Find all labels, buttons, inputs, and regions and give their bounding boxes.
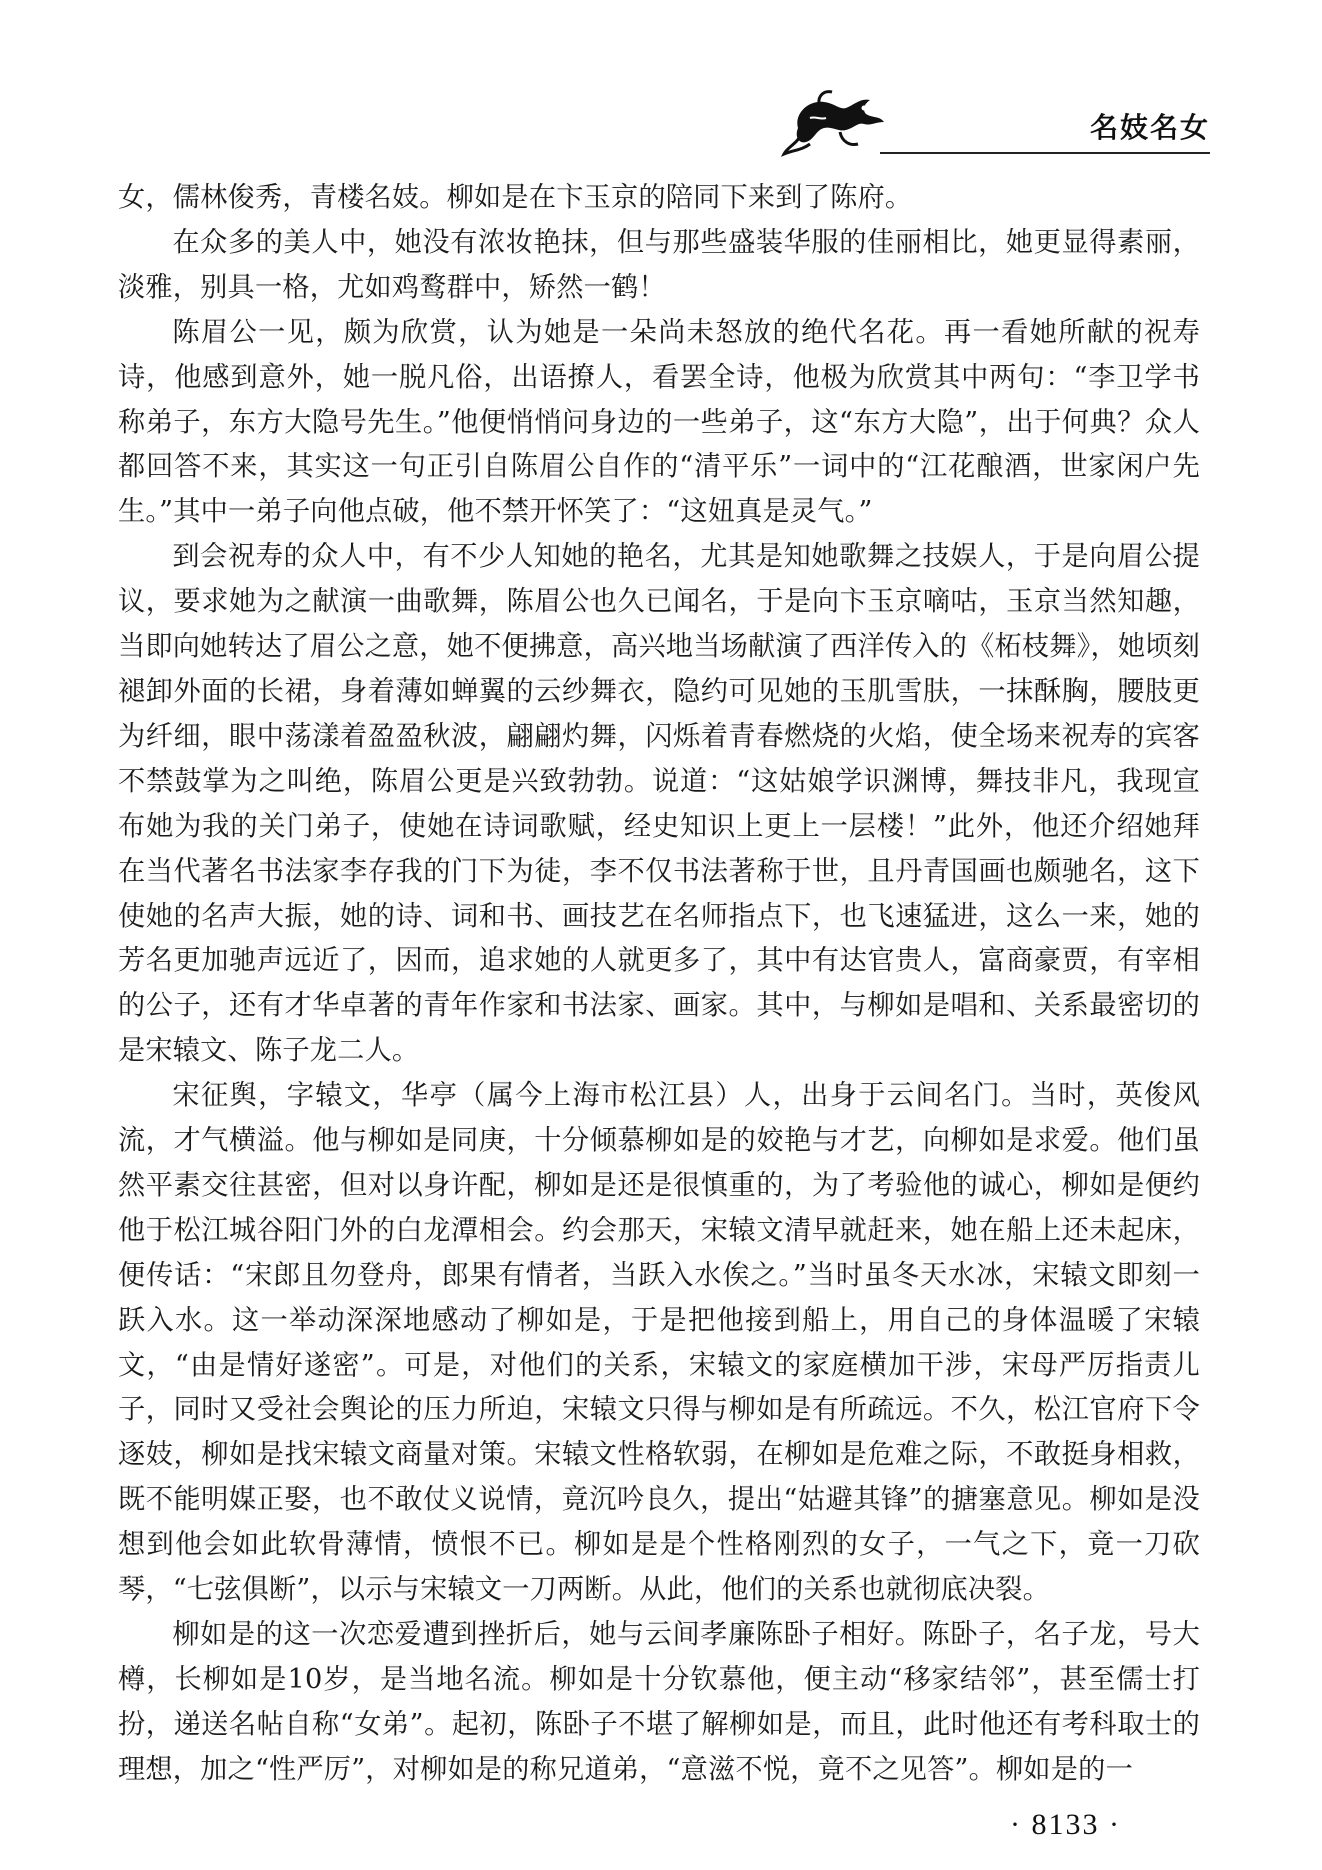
paragraph: 在众多的美人中，她没有浓妆艳抹，但与那些盛装华服的佳丽相比，她更显得素丽，淡雅，别具一格，尤如鸡鹜群中，矫然一鹤！ xyxy=(118,226,1200,303)
paragraph: 到会祝寿的众人中，有不少人知她的艳名，尤其是知她歌舞之技娱人，于是向眉公提议，要求她为之献演一曲歌舞，陈眉公也久已闻名，于是向卞玉京嘀咕，玉京当然知趣，当即向她转达了眉公之意，她不便拂意，高兴地当场献演了西洋传入的《柘枝舞》，她顷刻褪卸外面的长裙，身着薄如蝉翼的云纱舞衣，隐约可见她的玉肌雪肤，一抹酥胸，腰肢更为纤细，眼中荡漾着盈盈秋波，翩翩灼舞，闪烁着青春燃烧的火焰，使全场来祝寿的宾客不禁鼓掌为之叫绝，陈眉公更是兴致勃勃。说道：“这姑娘学识渊博，舞技非凡，我现宣布她为我的关门弟子，使她在诗词歌赋，经史知识上更上一层楼！”此外，他还介绍她拜在当代著名书法家李存我的门下为徒，李不仅书法著称于世，且丹青国画也颇驰名，这下使她的名声大振，她的诗、词和书、画技艺在名师指点下，也飞速猛进，这么一来，她的芳名更加驰声远近了，因而，追求她的人就更多了，其中有达官贵人，富商豪贾，有宰相的公子，还有才华卓著的青年作家和书法家、画家。其中，与柳如是唱和、关系最密切的是宋辕文、陈子龙二人。 xyxy=(118,541,1200,1067)
paragraph: 陈眉公一见，颇为欣赏，认为她是一朵尚未怒放的绝代名花。再一看她所献的祝寿诗，他感到意外，她一脱凡俗，出语撩人，看罢全诗，他极为欣赏其中两句：“李卫学书称弟子，东方大隐号先生。”他便悄悄问身边的一些弟子，这“东方大隐”，出于何典？众人都回答不来，其实这一句正引自陈眉公自作的“清平乐”一词中的“江花酿酒，世家闲户先生。”其中一弟子向他点破，他不禁开怀笑了：“这妞真是灵气。” xyxy=(118,316,1200,528)
paragraph: 宋征舆，字辕文，华亭（属今上海市松江县）人，出身于云间名门。当时，英俊风流，才气横溢。他与柳如是同庚，十分倾慕柳如是的姣艳与才艺，向柳如是求爱。他们虽然平素交往甚密，但对以身许配，柳如是还是很慎重的，为了考验他的诚心，柳如是便约他于松江城谷阳门外的白龙潭相会。约会那天，宋辕文清早就赶来，她在船上还未起床，便传话：“宋郎且勿登舟，郎果有情者，当跃入水俟之。”当时虽冬天水冰，宋辕文即刻一跃入水。这一举动深深地感动了柳如是，于是把他接到船上，用自己的身体温暖了宋辕文，“由是情好遂密”。可是，对他们的关系，宋辕文的家庭横加干涉，宋母严厉指责儿子，同时又受社会舆论的压力所迫，宋辕文只得与柳如是有所疏远。不久，松江官府下令逐妓，柳如是找宋辕文商量对策。宋辕文性格软弱，在柳如是危难之际，不敢挺身相救，既不能明媒正娶，也不敢仗义说情，竟沉吟良久，提出“姑避其锋”的搪塞意见。柳如是没想到他会如此软骨薄情，愤恨不已。柳如是是个性格刚烈的女子，一气之下，竟一刀砍琴，“七弦俱断”，以示与宋辕文一刀两断。从此，他们的关系也就彻底决裂。 xyxy=(118,1080,1200,1606)
dragon-icon xyxy=(780,88,890,160)
header-divider xyxy=(880,152,1210,154)
section-title: 名妓名女 xyxy=(1089,111,1210,144)
paragraph: 女，儒林俊秀，青楼名妓。柳如是在卞玉京的陪同下来到了陈府。 xyxy=(118,182,913,213)
page-number: · 8133 · xyxy=(1010,1808,1121,1841)
body-text xyxy=(118,176,1200,1793)
paragraph: 柳如是的这一次恋爱遭到挫折后，她与云间孝廉陈卧子相好。陈卧子，名子龙，号大樽，长柳如是10岁，是当地名流。柳如是十分钦慕他，便主动“移家结邻”，甚至儒士打扮，递送名帖自称“女弟”。起初，陈卧子不堪了解柳如是，而且，此时他还有考科取士的理想，加之“性严厉”，对柳如是的称兄道弟，“意滋不悦，竟不之见答”。柳如是的一 xyxy=(118,1619,1200,1785)
page-header xyxy=(780,88,1210,160)
